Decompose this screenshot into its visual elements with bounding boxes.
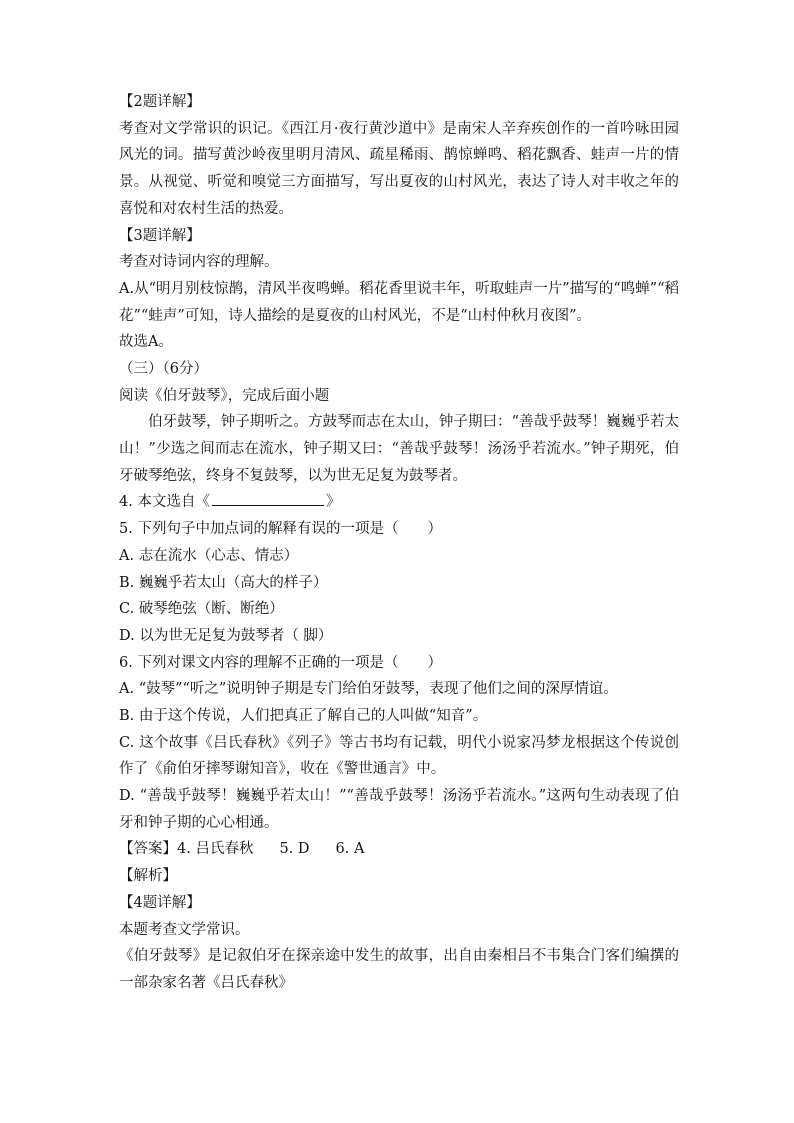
q2-explanation: 考查对文学常识的识记。《西江月·夜行黄沙道中》是南宋人辛弃疾创作的一首吟咏田园风光的词。描写黄沙岭夜里明月清风、疏星稀雨、鹊惊蝉鸣、稻花飘香、蛙声一片的情景。从视觉、听觉和嗅觉三方面描写，写出夏夜的山村风光，表达了诗人对丰收之年的喜悦和对农村生活的热爱。 (119, 120, 679, 217)
section-heading-q3: 【3题详解】 (119, 227, 201, 244)
part3-instruction: 阅读《伯牙鼓琴》，完成后面小题 (119, 387, 330, 404)
analysis-label: 【解析】 (119, 868, 177, 885)
question-6-stem: 6. 下列对课文内容的理解不正确的一项是（ ） (119, 654, 442, 671)
answer-label: 【答案】 (119, 841, 177, 858)
question-6-option-a: A. “鼓琴”“听之”说明钟子期是专门给伯牙鼓琴，表现了他们之间的深厚情谊。 (119, 681, 618, 698)
answer-blank (212, 491, 324, 506)
section-heading-q2: 【2题详解】 (119, 94, 201, 110)
answer-line (119, 836, 679, 863)
question-4-prefix: 4. 本文选自《 (119, 494, 210, 511)
reading-passage: 伯牙鼓琴，钟子期听之。方鼓琴而志在太山，钟子期曰：“善哉乎鼓琴！巍巍乎若太山！”少选之间而志在流水，钟子期又曰：“善哉乎鼓琴！汤汤乎若流水。”钟子期死，伯牙破琴绝弦，终身不复鼓琴，以为世无足复为鼓琴者。 (119, 414, 679, 484)
question-5-option-c: C. 破琴绝弦（断、断绝） (119, 601, 284, 618)
document-body (119, 89, 679, 997)
question-5-option-a: A. 志在流水（心志、情志） (119, 547, 299, 564)
q4-intro: 本题考查文学常识。 (119, 921, 250, 938)
q3-conclusion: 故选A。 (119, 334, 173, 351)
answer-6: 6. A (335, 841, 365, 858)
answer-4: 4. 吕氏春秋 (177, 841, 254, 858)
question-6-option-d: D. “善哉乎鼓琴！巍巍乎若太山！”“善哉乎鼓琴！汤汤乎若流水。”这两句生动表现了伯牙和钟子期的心心相通。 (119, 788, 679, 831)
question-4-suffix: 》 (325, 494, 341, 511)
question-4 (119, 489, 679, 516)
question-6-option-b: B. 由于这个传说，人们把真正了解自己的人叫做“知音”。 (119, 707, 488, 724)
section-heading-q4: 【4题详解】 (119, 894, 201, 911)
answer-5: 5. D (279, 841, 310, 858)
q3-explanation: A.从“明月别枝惊鹊，清风半夜鸣蝉。稻花香里说丰年，听取蛙声一片”描写的“鸣蝉”“稻花”“蛙声”可知，诗人描绘的是夏夜的山村风光，不是“山村仲秋月夜图”。 (119, 280, 679, 324)
part3-heading: （三）（6分） (119, 360, 208, 377)
question-5-option-d: D. 以为世无足复为鼓琴者（ 脚） (119, 627, 333, 644)
q3-intro: 考查对诗词内容的理解。 (119, 254, 279, 271)
question-5-stem: 5. 下列句子中加点词的解释有误的一项是（ ） (119, 521, 442, 538)
question-5-option-b: B. 巍巍乎若太山（高大的样子） (119, 574, 328, 591)
q4-explanation: 《伯牙鼓琴》是记叙伯牙在探亲途中发生的故事，出自由秦相吕不韦集合门客们编撰的一部杂家名著《吕氏春秋》 (119, 948, 679, 991)
question-6-option-c: C. 这个故事《吕氏春秋》《列子》等古书均有记载，明代小说家冯梦龙根据这个传说创作了《俞伯牙摔琴谢知音》，收在《警世通言》中。 (119, 734, 679, 778)
